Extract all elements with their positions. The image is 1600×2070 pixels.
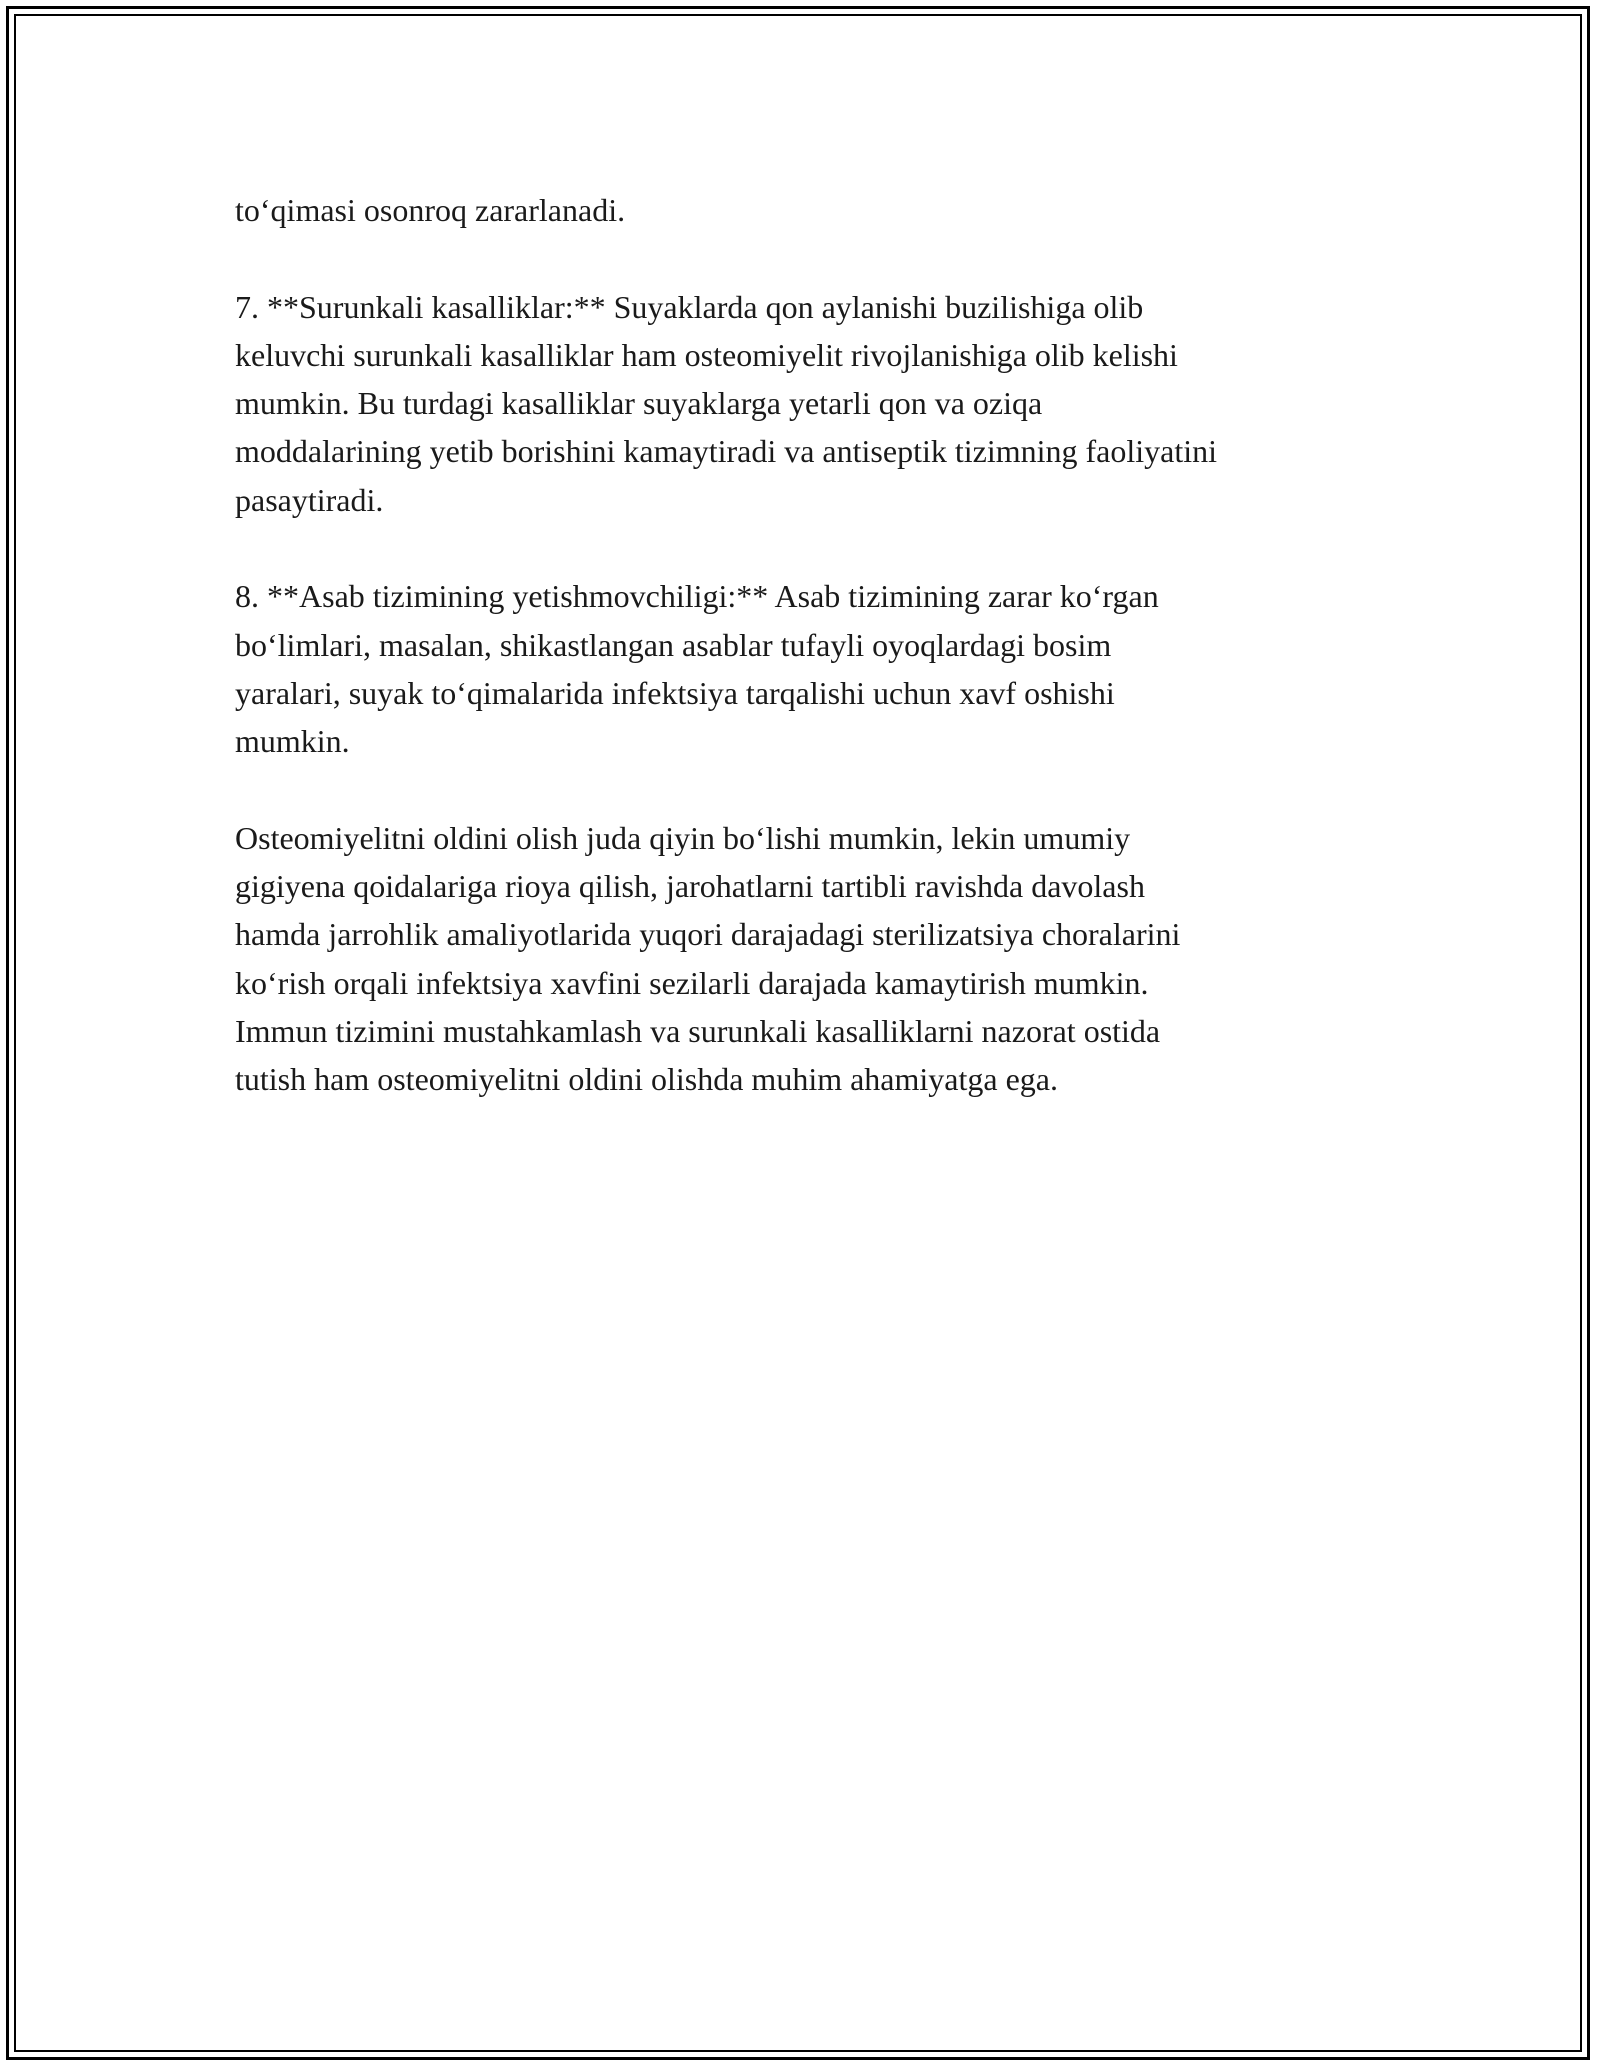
document-body [235,186,1395,1152]
paragraph-item-7: 7. **Surunkali kasalliklar:** Suyaklarda qon aylanishi buzilishiga olib keluvchi surunkali kasalliklar ham osteomiyelit rivojlanishiga olib kelishi mumkin. Bu turdagi kasalliklar suyaklarga yetarli qon va oziqa moddalarining yetib borishini kamaytiradi va antiseptik tizimning faoliyatini pasaytiradi. [235,288,1218,518]
paragraph-item-8: 8. **Asab tizimining yetishmovchiligi:** Asab tizimining zarar ko‘rgan bo‘limlari, masalan, shikastlangan asablar tufayli oyoqlardagi bosim yaralari, suyak to‘qimalarida infektsiya tarqalishi uchun xavf oshishi mumkin. [235,578,1159,760]
paragraph-conclusion: Osteomiyelitni oldini olish juda qiyin bo‘lishi mumkin, lekin umumiy gigiyena qoidalariga rioya qilish, jarohatlarni tartibli ravishda davolash hamda jarrohlik amaliyotlarida yuqori darajadagi sterilizatsiya choralarini ko‘rish orqali infektsiya xavfini sezilarli darajada kamaytirish mumkin. Immun tizimini mustahkamlash va surunkali kasalliklarni nazorat ostida tutish ham osteomiyelitni oldini olishda muhim ahamiyatga ega. [235,819,1181,1098]
paragraph-continuation: to‘qimasi osonroq zararlanadi. [235,192,626,228]
